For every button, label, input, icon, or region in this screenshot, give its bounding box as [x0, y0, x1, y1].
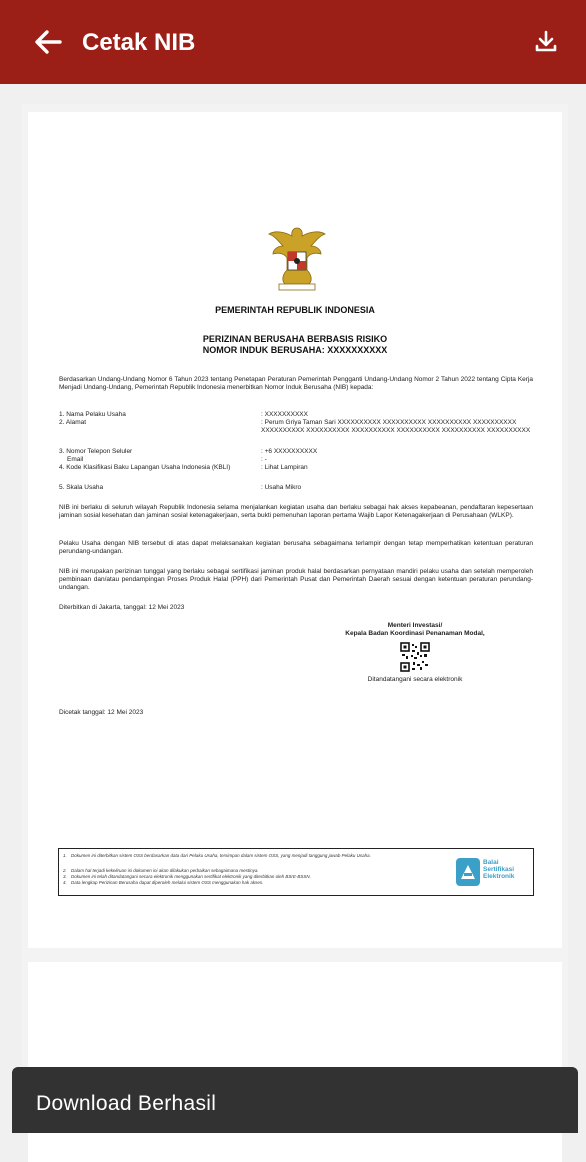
footnote-text: Dalam hal terjadi kekeliruan isi dokumen ini akan dilakukan perbaikan sebagaimana mestinya.	[71, 868, 259, 873]
issued-date: Diterbitkan di Jakarta, tanggal: 12 Mei 2023	[59, 604, 185, 611]
field-value: : Perum Griya Taman Sari XXXXXXXXXX XXXXXXXXXX XXXXXXXXXX XXXXXXXXXX XXXXXXXXXX XXXXXXXXXX XXXXXXXXXX XXXXXXXXXX XXXXXXXXXX XXXXXXXXXX	[261, 419, 531, 434]
pdf-viewer[interactable]	[22, 104, 568, 1133]
field-label: 1. Nama Pelaku Usaha	[59, 411, 126, 418]
field-value: : +6 XXXXXXXXXX	[261, 448, 318, 455]
snackbar	[12, 1067, 578, 1133]
app-bar	[0, 0, 586, 84]
footnote-number: 2.	[63, 868, 67, 873]
field-value: : XXXXXXXXXX	[261, 411, 308, 418]
bsre-logo	[455, 855, 529, 889]
field-label: 5. Skala Usaha	[59, 484, 104, 491]
document-page	[28, 112, 562, 948]
footnote-text: Data lengkap Perizinan Berusaha dapat diperoleh melalui sistem OSS menggunakan hak akses.	[71, 880, 264, 885]
footnote-number: 1.	[63, 853, 67, 858]
footnote-number: 3.	[63, 874, 67, 879]
intro-paragraph: Berdasarkan Undang-Undang Nomor 6 Tahun 2023 tentang Penetapan Peraturan Pemerintah Pengganti Undang-Undang Nomor 2 Tahun 2022 tentang Cipta Kerja Menjadi Undang-Undang, Pemerintah Republik Indonesia menerbitkan Nomor Induk Berusaha (NIB) kepada:	[59, 376, 533, 391]
signatory-agency: Kepala Badan Koordinasi Penanaman Modal,	[345, 630, 485, 637]
footnote-box	[58, 848, 534, 896]
footnote-number: 4.	[63, 880, 67, 885]
doc-heading-government: PEMERINTAH REPUBLIK INDONESIA	[215, 305, 375, 315]
signed-electronically-note: Ditandatangani secara elektronik	[367, 676, 463, 683]
field-value: : Lihat Lampiran	[261, 464, 308, 471]
bsre-shield-icon	[455, 857, 481, 887]
field-value: : Usaha Mikro	[261, 484, 302, 491]
garuda-emblem-icon	[265, 222, 329, 292]
qr-code-icon	[400, 642, 430, 672]
field-label: 2. Alamat	[59, 419, 87, 426]
signatory-title: Menteri Investasi/	[387, 622, 443, 629]
activity-paragraph: Pelaku Usaha dengan NIB tersebut di atas dapat melaksanakan kegiatan berusaha sebagaimana terlampir dengan tetap memperhatikan ketentuan peraturan perundang-undangan.	[59, 540, 533, 555]
footnote-text: Dokumen ini diterbitkan sistem OSS berdasarkan data dari Pelaku Usaha, tersimpan dalam sistem OSS, yang menjadi tanggung jawab Pelaku Usaha.	[71, 853, 371, 858]
field-label: Email	[67, 456, 84, 463]
validity-paragraph: NIB ini berlaku di seluruh wilayah Republik Indonesia selama menjalankan kegiatan usaha dan berlaku sebagai hak akses kepabeanan, pendaftaran kepesertaan jaminan sosial kesehatan dan jaminan sosial ketenagakerjaan, serta bukti pemenuhan laporan pertama Wajib Lapor Ketenagakerjaan di Perusahaan (WLKP).	[59, 504, 533, 519]
footnote-text: Dokumen ini telah ditandatangani secara elektronik menggunakan sertifikat elektronik yang diterbitkan oleh BSrE-BSSN.	[71, 874, 311, 879]
bsre-logo-text: Balai Sertifikasi Elektronik	[483, 859, 515, 880]
field-value: : -	[261, 456, 267, 463]
field-label: 4. Kode Klasifikasi Baku Lapangan Usaha Indonesia (KBLI)	[59, 464, 231, 471]
printed-date: Dicetak tanggal: 12 Mei 2023	[59, 709, 144, 716]
halal-paragraph: NIB ini merupakan perizinan tunggal yang berlaku sebagai sertifikasi jaminan produk halal berdasarkan pernyataan mandiri pelaku usaha dan setelah memperoleh pembinaan dan/atau pendampingan Proses Produk Halal (PPH) dari Pemerintah Pusat dan Pemerintah Daerah sesuai dengan ketentuan peraturan perundang-undangan.	[59, 568, 533, 591]
doc-heading-nib: NOMOR INDUK BERUSAHA: XXXXXXXXXX	[202, 345, 388, 355]
download-icon[interactable]	[532, 28, 560, 56]
doc-heading-permit: PERIZINAN BERUSAHA BERBASIS RISIKO	[202, 334, 388, 344]
snackbar-message: Download Berhasil	[36, 1092, 217, 1115]
arrow-left-icon[interactable]	[30, 24, 66, 60]
page-title: Cetak NIB	[82, 29, 196, 56]
field-label: 3. Nomor Telepon Seluler	[59, 448, 133, 455]
